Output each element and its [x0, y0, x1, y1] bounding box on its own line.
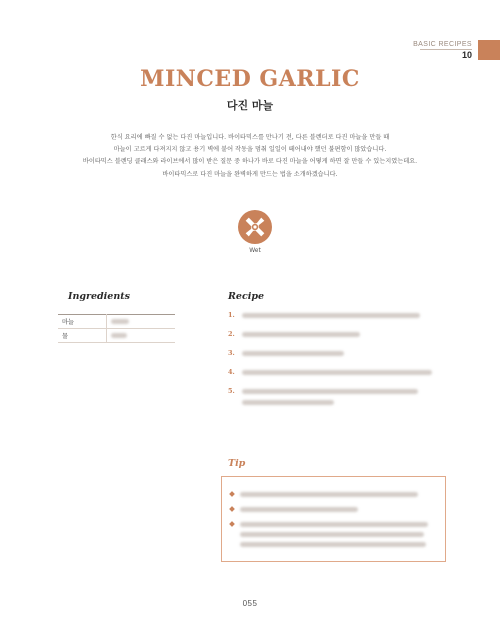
recipe-steps	[228, 311, 448, 417]
ingredient-quantity	[106, 329, 175, 343]
recipe-step	[228, 349, 448, 368]
recipe-step	[228, 311, 448, 330]
page-title: MINCED GARLIC	[140, 66, 360, 92]
tip-text	[240, 532, 424, 537]
intro-line: 바이타믹스로 다진 마늘을 완벽하게 만드는 법을 소개하겠습니다.	[162, 170, 338, 178]
wet-blade-icon	[238, 210, 272, 244]
ingredients-table	[58, 314, 175, 343]
step-text	[242, 313, 420, 318]
recipe-title: Recipe	[228, 291, 265, 302]
table-row	[58, 315, 175, 329]
ingredient-name: 마늘	[58, 315, 106, 329]
tip-text	[240, 522, 428, 527]
tip-text	[240, 492, 418, 497]
ingredient-quantity	[106, 315, 175, 329]
table-row	[58, 329, 175, 343]
intro-line: 바이타믹스 블렌딩 클래스와 라이브에서 많이 받은 질문 중 하나가 바로 다진 마늘을 어떻게 하면 잘 만들 수 있는지였는데요.	[82, 158, 418, 166]
page-number: 055	[242, 599, 258, 608]
section-page-number: 10	[461, 50, 472, 60]
ingredients-title: Ingredients	[68, 291, 130, 302]
step-text	[242, 389, 418, 394]
step-number: 3.	[228, 349, 235, 357]
step-number: 4.	[228, 368, 235, 376]
page-subtitle: 다진 마늘	[226, 99, 274, 112]
step-text	[242, 400, 334, 405]
recipe-step	[228, 330, 448, 349]
step-text	[242, 332, 360, 337]
tip-text	[240, 507, 358, 512]
step-number: 2.	[228, 330, 235, 338]
step-text	[242, 351, 344, 356]
tip-title: Tip	[228, 458, 246, 469]
section-label: BASIC RECIPES	[413, 41, 472, 48]
tip-text	[240, 542, 426, 547]
step-number: 1.	[228, 311, 235, 319]
badge-label: Wet	[249, 247, 261, 254]
intro-line: 마늘이 고르게 다져지지 않고 용기 벽에 붙어 작동을 멈춰 일일이 떼어내야 했던 불편함이 많았습니다.	[113, 146, 387, 154]
section-tab	[478, 40, 500, 60]
intro-paragraph	[70, 132, 430, 181]
ingredient-name: 물	[58, 329, 106, 343]
step-number: 5.	[228, 387, 235, 395]
recipe-step	[228, 387, 448, 417]
tip-box	[221, 476, 446, 562]
intro-line: 한식 요리에 빠질 수 없는 다진 마늘입니다. 바이타믹스를 만나기 전, 다른 블렌더로 다진 마늘을 만들 때	[110, 134, 390, 141]
recipe-step	[228, 368, 448, 387]
step-text	[242, 370, 432, 375]
